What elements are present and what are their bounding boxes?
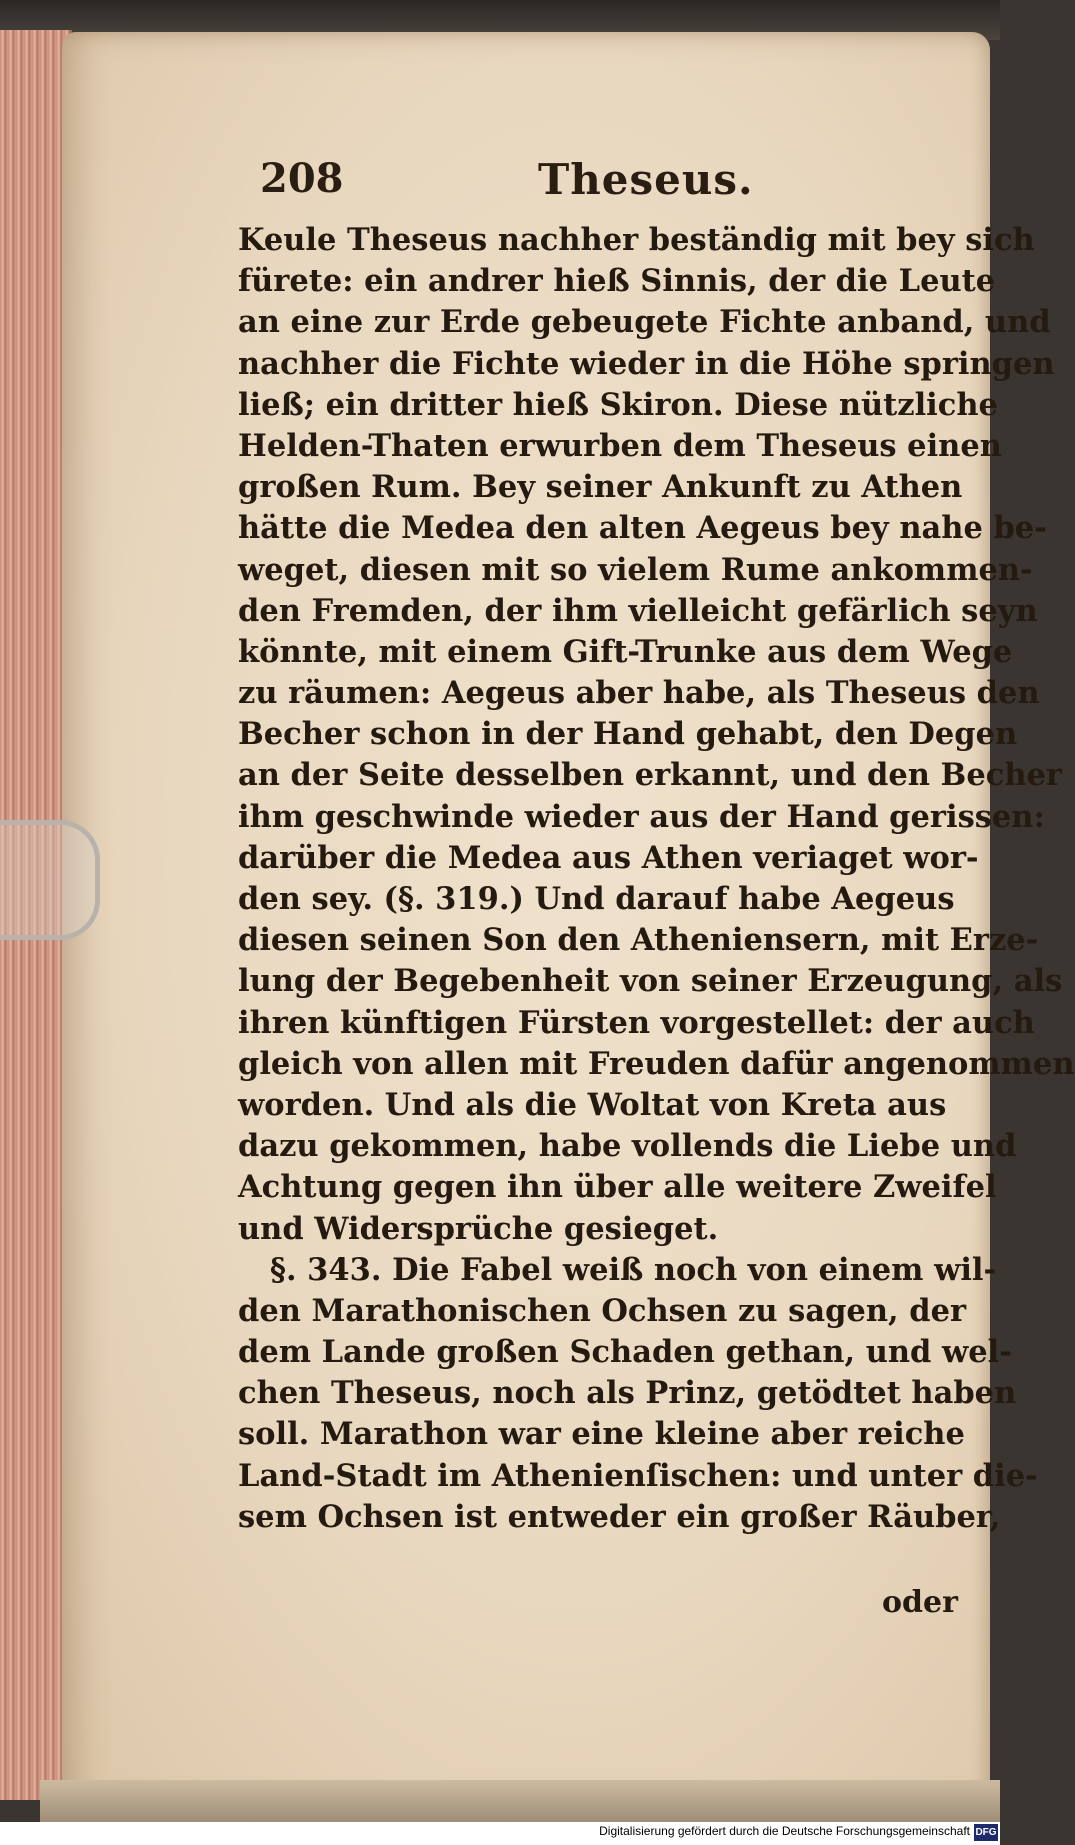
text-line: ihm geschwinde wieder aus der Hand gerissen: (238, 798, 1045, 835)
text-line: dem Lande großen Schaden gethan, und wel- (238, 1334, 1012, 1371)
paragraph-start-line: §. 343. Die Fabel weiß noch von einem wil- (270, 1251, 997, 1288)
text-line: nachher die Fichte wieder in die Höhe springen (238, 345, 1055, 382)
body-text (238, 220, 1075, 1538)
text-line: darüber die Medea aus Athen veriaget wor- (238, 839, 979, 876)
text-line: ihren künftigen Fürsten vorgestellet: der auch (238, 1004, 1035, 1041)
text-line: dazu gekommen, habe vollends die Liebe und (238, 1128, 1017, 1165)
page-number: 208 (260, 155, 344, 202)
digitization-footer (0, 1822, 1000, 1845)
text-line: lung der Begebenheit von seiner Erzeugung, als (238, 963, 1063, 1000)
text-line: diesen seinen Son den Atheniensern, mit Erze- (238, 922, 1039, 959)
text-line: den Fremden, der ihm vielleicht gefärlich seyn (238, 592, 1038, 629)
text-line: an eine zur Erde gebeugete Fichte anband, und (238, 304, 1051, 341)
text-line: Helden-Thaten erwurben dem Theseus einen (238, 427, 1002, 464)
catchword: oder (882, 1585, 958, 1620)
text-line: weget, diesen mit so vielem Rume ankommen- (238, 551, 1033, 588)
footer-credit: Digitalisierung gefördert durch die Deutsche Forschungsgemeinschaft (599, 1824, 970, 1838)
text-line: hätte die Medea den alten Aegeus bey nahe be- (238, 510, 1047, 547)
text-line: ließ; ein dritter hieß Skiron. Diese nützliche (238, 386, 998, 423)
text-line: chen Theseus, noch als Prinz, getödtet haben (238, 1375, 1017, 1412)
running-title: Theseus. (538, 155, 754, 204)
text-line: sem Ochsen ist entweder ein großer Räuber, (238, 1498, 1001, 1535)
text-line: und Widersprüche gesieget. (238, 1210, 719, 1247)
book-bottom-edge (40, 1780, 1000, 1825)
text-line: gleich von allen mit Freuden dafür angenommen (238, 1045, 1075, 1082)
text-line: könnte, mit einem Gift-Trunke aus dem Wege (238, 633, 1013, 670)
text-line: den sey. (§. 319.) Und darauf habe Aegeus (238, 881, 955, 917)
text-line: zu räumen: Aegeus aber habe, als Theseus den (238, 675, 1040, 712)
text-line: worden. Und als die Woltat von Kreta aus (238, 1086, 947, 1123)
text-line: den Marathonischen Ochsen zu sagen, der (238, 1292, 967, 1329)
running-head (260, 155, 820, 215)
text-line: an der Seite desselben erkannt, und den Becher (238, 757, 1062, 794)
text-line: soll. Marathon war eine kleine aber reiche (238, 1416, 965, 1453)
page-clip (0, 820, 100, 940)
text-line: großen Rum. Bey seiner Ankunft zu Athen (238, 469, 963, 506)
text-line: fürete: ein andrer hieß Sinnis, der die Leute (238, 263, 996, 300)
text-line: Achtung gegen ihn über alle weitere Zweifel (238, 1169, 997, 1206)
text-line: Keule Theseus nachher beständig mit bey sich (238, 222, 1035, 258)
text-line: Becher schon in der Hand gehabt, den Degen (238, 716, 1018, 753)
text-line: Land-Stadt im Athenienſischen: und unter die- (238, 1457, 1038, 1494)
dfg-logo-icon: DFG (974, 1824, 998, 1841)
